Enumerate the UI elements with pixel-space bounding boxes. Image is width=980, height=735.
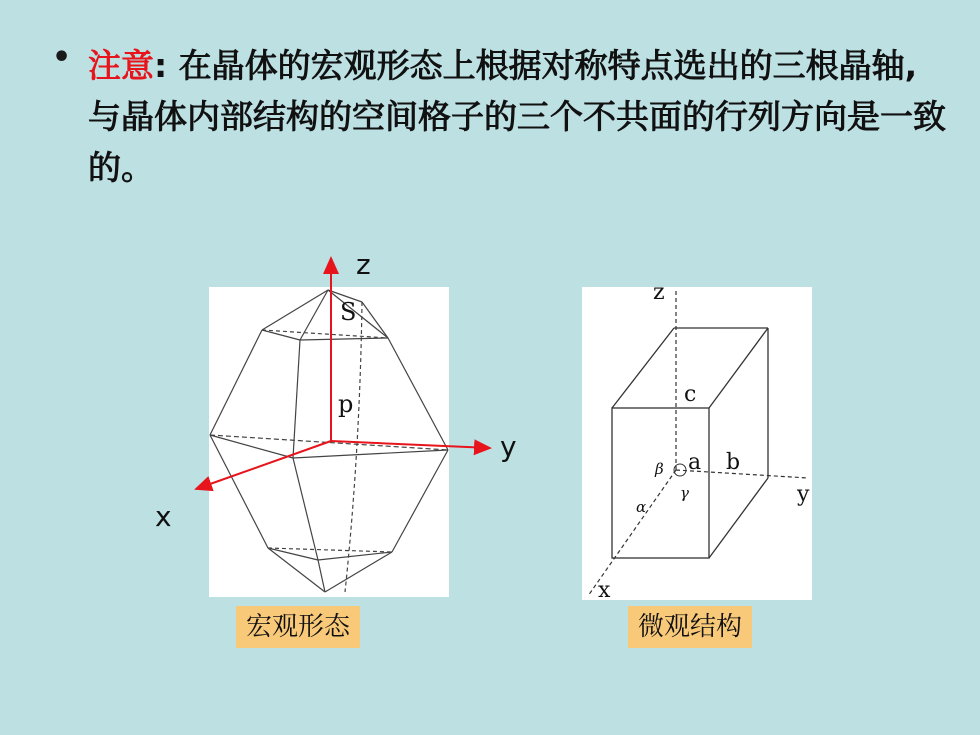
edge-c-label: c <box>684 382 697 407</box>
angle-alpha-label: α <box>636 498 647 516</box>
micro-caption: 微观结构 <box>628 606 752 648</box>
bullet-dot: • <box>52 40 72 75</box>
cell-axes <box>588 290 808 596</box>
note-highlight: 注意 <box>88 46 154 85</box>
note-body: : 在晶体的宏观形态上根据对称特点选出的三根晶轴,与晶体内部结构的空间格子的三个不共面的行列方向是一致的。 <box>88 46 946 187</box>
macro-y-label: y <box>500 430 517 463</box>
micro-z-label: z <box>653 280 665 305</box>
edge-a-label: a <box>688 450 702 475</box>
macro-z-label: z <box>356 248 371 281</box>
edge-b-label: b <box>726 450 741 475</box>
angle-gamma-label: γ <box>680 484 689 502</box>
angle-beta-label: β <box>655 460 664 478</box>
micro-y-label: y <box>797 482 810 507</box>
micro-x-label: x <box>598 578 611 603</box>
face-s-label: S <box>340 298 357 326</box>
face-p-label: p <box>338 390 354 418</box>
macro-x-label: x <box>155 500 172 533</box>
macro-caption: 宏观形态 <box>236 606 360 648</box>
unit-cell <box>612 328 768 558</box>
